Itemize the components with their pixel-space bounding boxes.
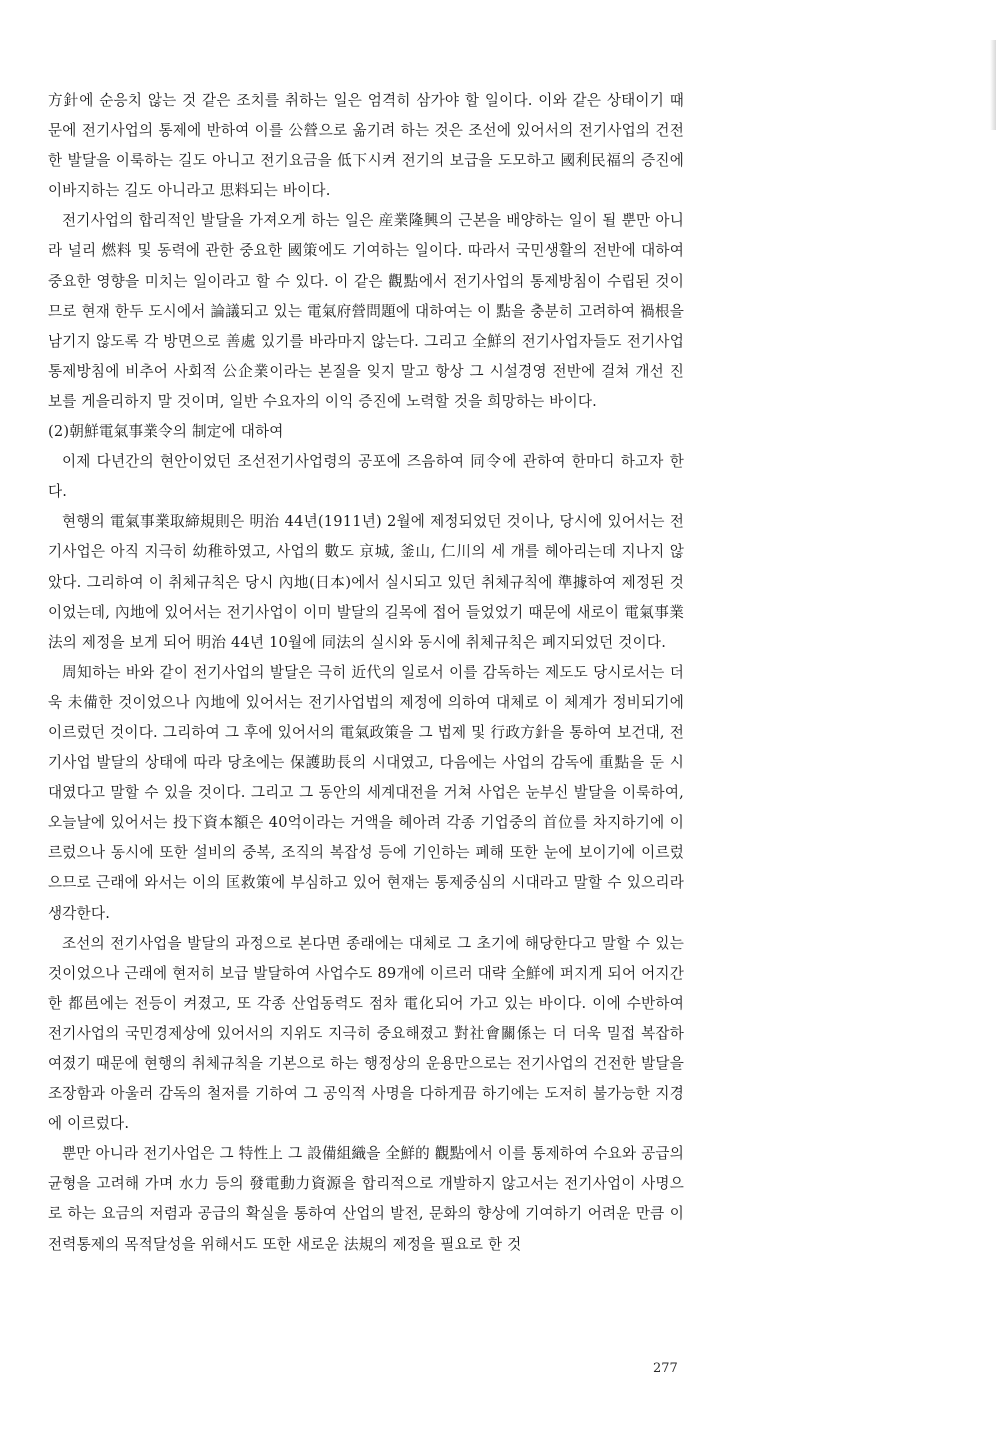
- document-body: [48, 86, 684, 1260]
- paragraph-1: 方針에 순응치 않는 것 같은 조치를 취하는 일은 엄격히 삼가야 할 일이다. 이와 같은 상태이기 때문에 전기사업의 통제에 반하여 이를 公營으로 옮기려 하는 것은 조선에 있어서의 전기사업의 건전한 발달을 이룩하는 길도 아니고 전기요금을 低下시켜 전기의 보급을 도모하고 國利民福의 증진에 이바지하는 길도 아니라고 思料되는 바이다.: [48, 92, 684, 200]
- page-edge-shadow: [990, 40, 996, 130]
- paragraph-6: 조선의 전기사업을 발달의 과정으로 본다면 종래에는 대체로 그 초기에 해당한다고 말할 수 있는 것이었으나 근래에 현저히 보급 발달하여 사업수도 89개에 이르러 대략 全鮮에 퍼지게 되어 어지간한 都邑에는 전등이 켜졌고, 또 각종 산업동력도 점차 電化되어 가고 있는 바이다. 이에 수반하여 전기사업의 국민경제상에 있어서의 지위도 지극히 중요해졌고 對社會關係는 더 더욱 밀접 복잡하여졌기 때문에 현행의 취체규칙을 기본으로 하는 행정상의 운용만으로는 전기사업의 건전한 발달을 조장함과 아울러 감독의 철저를 기하여 그 공익적 사명을 다하게끔 하기에는 도저히 불가능한 지경에 이르렀다.: [48, 934, 684, 1133]
- paragraph-5: 周知하는 바와 같이 전기사업의 발달은 극히 近代의 일로서 이를 감독하는 제도도 당시로서는 더욱 未備한 것이었으나 內地에 있어서는 전기사업법의 제정에 의하여 대체로 이 체계가 정비되기에 이르렀던 것이다. 그리하여 그 후에 있어서의 電氣政策을 그 법제 및 行政方針을 통하여 보건대, 전기사업 발달의 상태에 따라 당초에는 保護助長의 시대였고, 다음에는 사업의 감독에 重點을 둔 시대였다고 말할 수 있을 것이다. 그리고 그 동안의 세계대전을 거쳐 사업은 눈부신 발달을 이룩하여, 오늘날에 있어서는 投下資本額은 40억이라는 거액을 헤아려 각종 기업중의 首位를 차지하기에 이르렀으나 동시에 또한 설비의 중복, 조직의 복잡성 등에 기인하는 폐해 또한 눈에 보이기에 이르렀으므로 근래에 와서는 이의 匡救策에 부심하고 있어 현재는 통제중심의 시대라고 말할 수 있으리라 생각한다.: [48, 663, 684, 922]
- page-number: 277: [653, 1361, 678, 1376]
- section-heading: [48, 417, 684, 447]
- paragraph-2: 전기사업의 합리적인 발달을 가져오게 하는 일은 産業隆興의 근본을 배양하는 일이 될 뿐만 아니라 널리 燃料 및 동력에 관한 중요한 國策에도 기여하는 일이다. 따라서 국민생활의 전반에 대하여 중요한 영향을 미치는 일이라고 할 수 있다. 이 같은 觀點에서 전기사업의 통제방침이 수립된 것이므로 현재 한두 도시에서 論議되고 있는 電氣府營問題에 대하여는 이 點을 충분히 고려하여 禍根을 남기지 않도록 각 방면으로 善處 있기를 바라마지 않는다. 그리고 全鮮의 전기사업자들도 전기사업 통제방침에 비추어 사회적 公企業이라는 본질을 잊지 말고 항상 그 시설경영 전반에 걸쳐 개선 진보를 게을리하지 말 것이며, 일반 수요자의 이익 증진에 노력할 것을 희망하는 바이다.: [48, 212, 684, 410]
- section-heading-text: (2)朝鮮電氣事業令의 制定에 대하여: [48, 423, 284, 441]
- paragraph-3: 이제 다년간의 현안이었던 조선전기사업령의 공포에 즈음하여 同令에 관하여 한마디 하고자 한다.: [48, 453, 684, 501]
- paragraph-4: 현행의 電氣事業取締規則은 明治 44년(1911년) 2월에 제정되었던 것이나, 당시에 있어서는 전기사업은 아직 지극히 幼稚하였고, 사업의 數도 京城, 釜山, 仁川의 세 개를 헤아리는데 지나지 않았다. 그리하여 이 취체규칙은 당시 內地(日本)에서 실시되고 있던 취체규칙에 準據하여 제정된 것이었는데, 內地에 있어서는 전기사업이 이미 발달의 길목에 접어 들었었기 때문에 새로이 電氣事業法의 제정을 보게 되어 明治 44년 10월에 同法의 실시와 동시에 취체규칙은 폐지되었던 것이다.: [48, 513, 684, 651]
- paragraph-7: 뿐만 아니라 전기사업은 그 特性上 그 設備組織을 全鮮的 觀點에서 이를 통제하여 수요와 공급의 균형을 고려해 가며 水力 등의 發電動力資源을 합리적으로 개발하지 않고서는 전기사업이 사명으로 하는 요금의 저렴과 공급의 확실을 통하여 산업의 발전, 문화의 향상에 기여하기 어려운 만큼 이 전력통제의 목적달성을 위해서도 또한 새로운 法規의 제정을 필요로 한 것: [48, 1145, 684, 1253]
